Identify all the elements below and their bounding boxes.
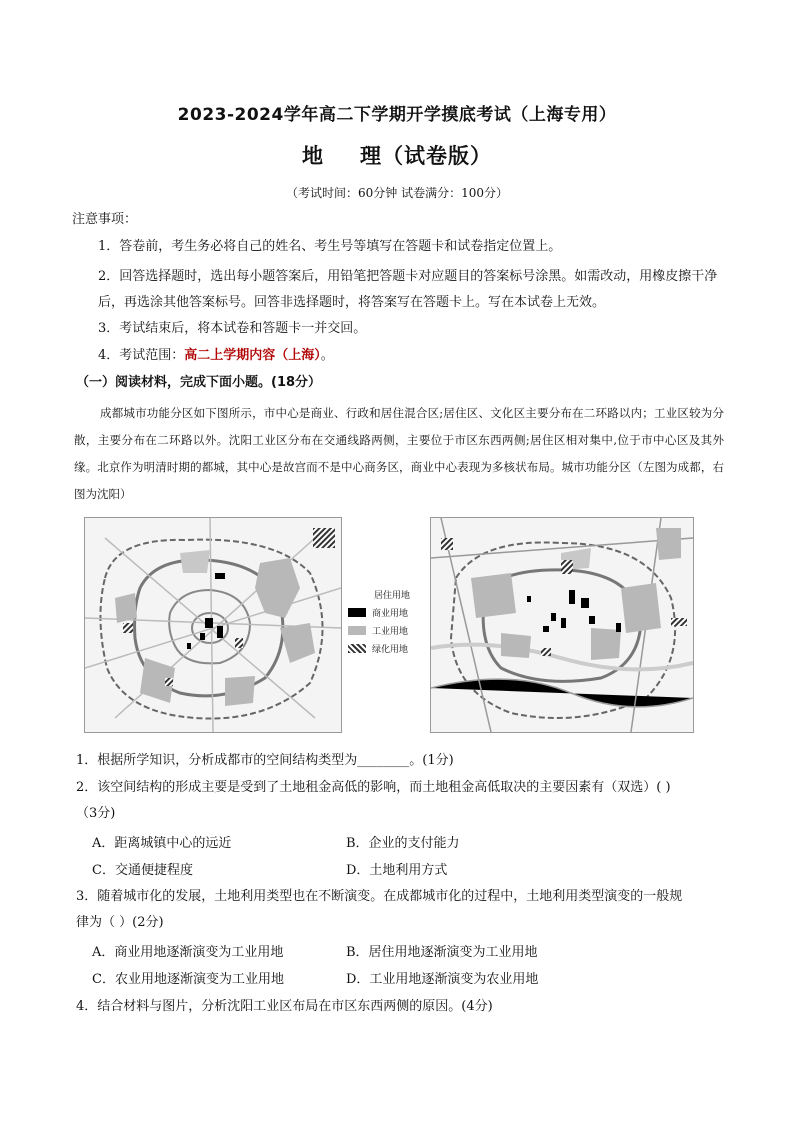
notice-item-1: 1．答卷前，考生务必将自己的姓名、考生号等填写在答题卡和试卷指定位置上。 [98,239,562,254]
shenyang-map-graphic [431,518,693,732]
question-2: 2．该空间结构的形成主要是受到了土地租金高低的影响，而土地租金高低取决的主要因素有（双选）( ) [76,780,671,795]
notice-item-4-prefix: 4．考试范围： [98,348,185,363]
legend-label-green: 绿化用地 [372,645,409,655]
legend-green [348,642,408,655]
subject-left: 地 [302,144,324,168]
legend-industrial [348,624,408,637]
q2-option-d: D．土地利用方式 [346,863,448,878]
chengdu-map-graphic [85,518,341,732]
notice-item-4 [98,345,334,367]
exam-meta: （考试时间：60分钟 试卷满分：100分） [286,186,508,200]
notice-item-3: 3．考试结束后，将本试卷和答题卡一并交回。 [98,321,367,336]
q3-option-c: C．农业用地逐渐演变为工业用地 [92,972,284,987]
legend-commercial [348,606,408,619]
q2-option-a: A．距离城镇中心的远近 [92,836,232,851]
notice-item-2: 2．回答选择题时，选出每小题答案后，用铅笔把答题卡对应题目的答案标号涂黑。如需改动，用橡皮擦干净后，再选涂其他答案标号。回答非选择题时，将答案写在答题卡上。写在本试卷上无效。 [98,269,718,310]
q2-option-b: B．企业的支付能力 [346,836,460,851]
question-4: 4．结合材料与图片，分析沈阳工业区布局在市区东西两侧的原因。(4分) [76,999,493,1014]
q3-option-b: B．居住用地逐渐演变为工业用地 [346,945,538,960]
notice-heading: 注意事项： [72,212,138,227]
legend-label-commercial: 商业用地 [372,609,409,619]
exam-title: 2023-2024学年高二下学期开学摸底考试（上海专用） [177,105,617,125]
q3-option-a: A．商业用地逐渐演变为工业用地 [92,945,284,960]
question-3-cont: 律为（ ）(2分) [76,915,164,930]
legend-label-industrial: 工业用地 [372,627,409,637]
reading-material: 成都城市功能分区如下图所示，市中心是商业、行政和居住混合区;居住区、文化区主要分布在二环路以内；工业区较为分散，主要分布在二环路以外。沈阳工业区分布在交通线路两侧，主要位于市区东西两侧;居住区相对集中,位于市中心区及其外缘。北京作为明清时期的都城，其中心是故宫而不是中心商务区，商业中心表现为多核状布局。城市功能分区（左图为成都，右图为沈阳） [74,406,724,501]
q3-option-d: D．工业用地逐渐演变为农业用地 [346,972,539,987]
section-heading: （一）阅读材料，完成下面小题。(18分） [76,375,322,390]
legend-swatch-commercial [348,608,366,617]
notice-item-4-suffix: 。 [320,348,334,363]
subject-right: 理（试卷版） [360,144,492,168]
legend-swatch-green [348,644,366,653]
legend-swatch-residential [348,589,368,600]
legend-label-residential: 居住用地 [374,591,411,601]
q2-option-c: C．交通便捷程度 [92,863,193,878]
legend-swatch-industrial [348,626,366,635]
subject-title [0,140,794,170]
shenyang-map [430,517,694,733]
question-1: 1．根据所学知识，分析成都市的空间结构类型为________。(1分) [76,753,454,768]
legend-residential [348,588,410,601]
question-2-score: （3分) [76,806,116,821]
chengdu-map [84,517,342,733]
question-3: 3．随着城市化的发展，土地利用类型也在不断演变。在成都城市化的过程中，土地利用类型演变的一般规 [76,889,683,904]
exam-range: 高二上学期内容（上海） [184,348,321,363]
